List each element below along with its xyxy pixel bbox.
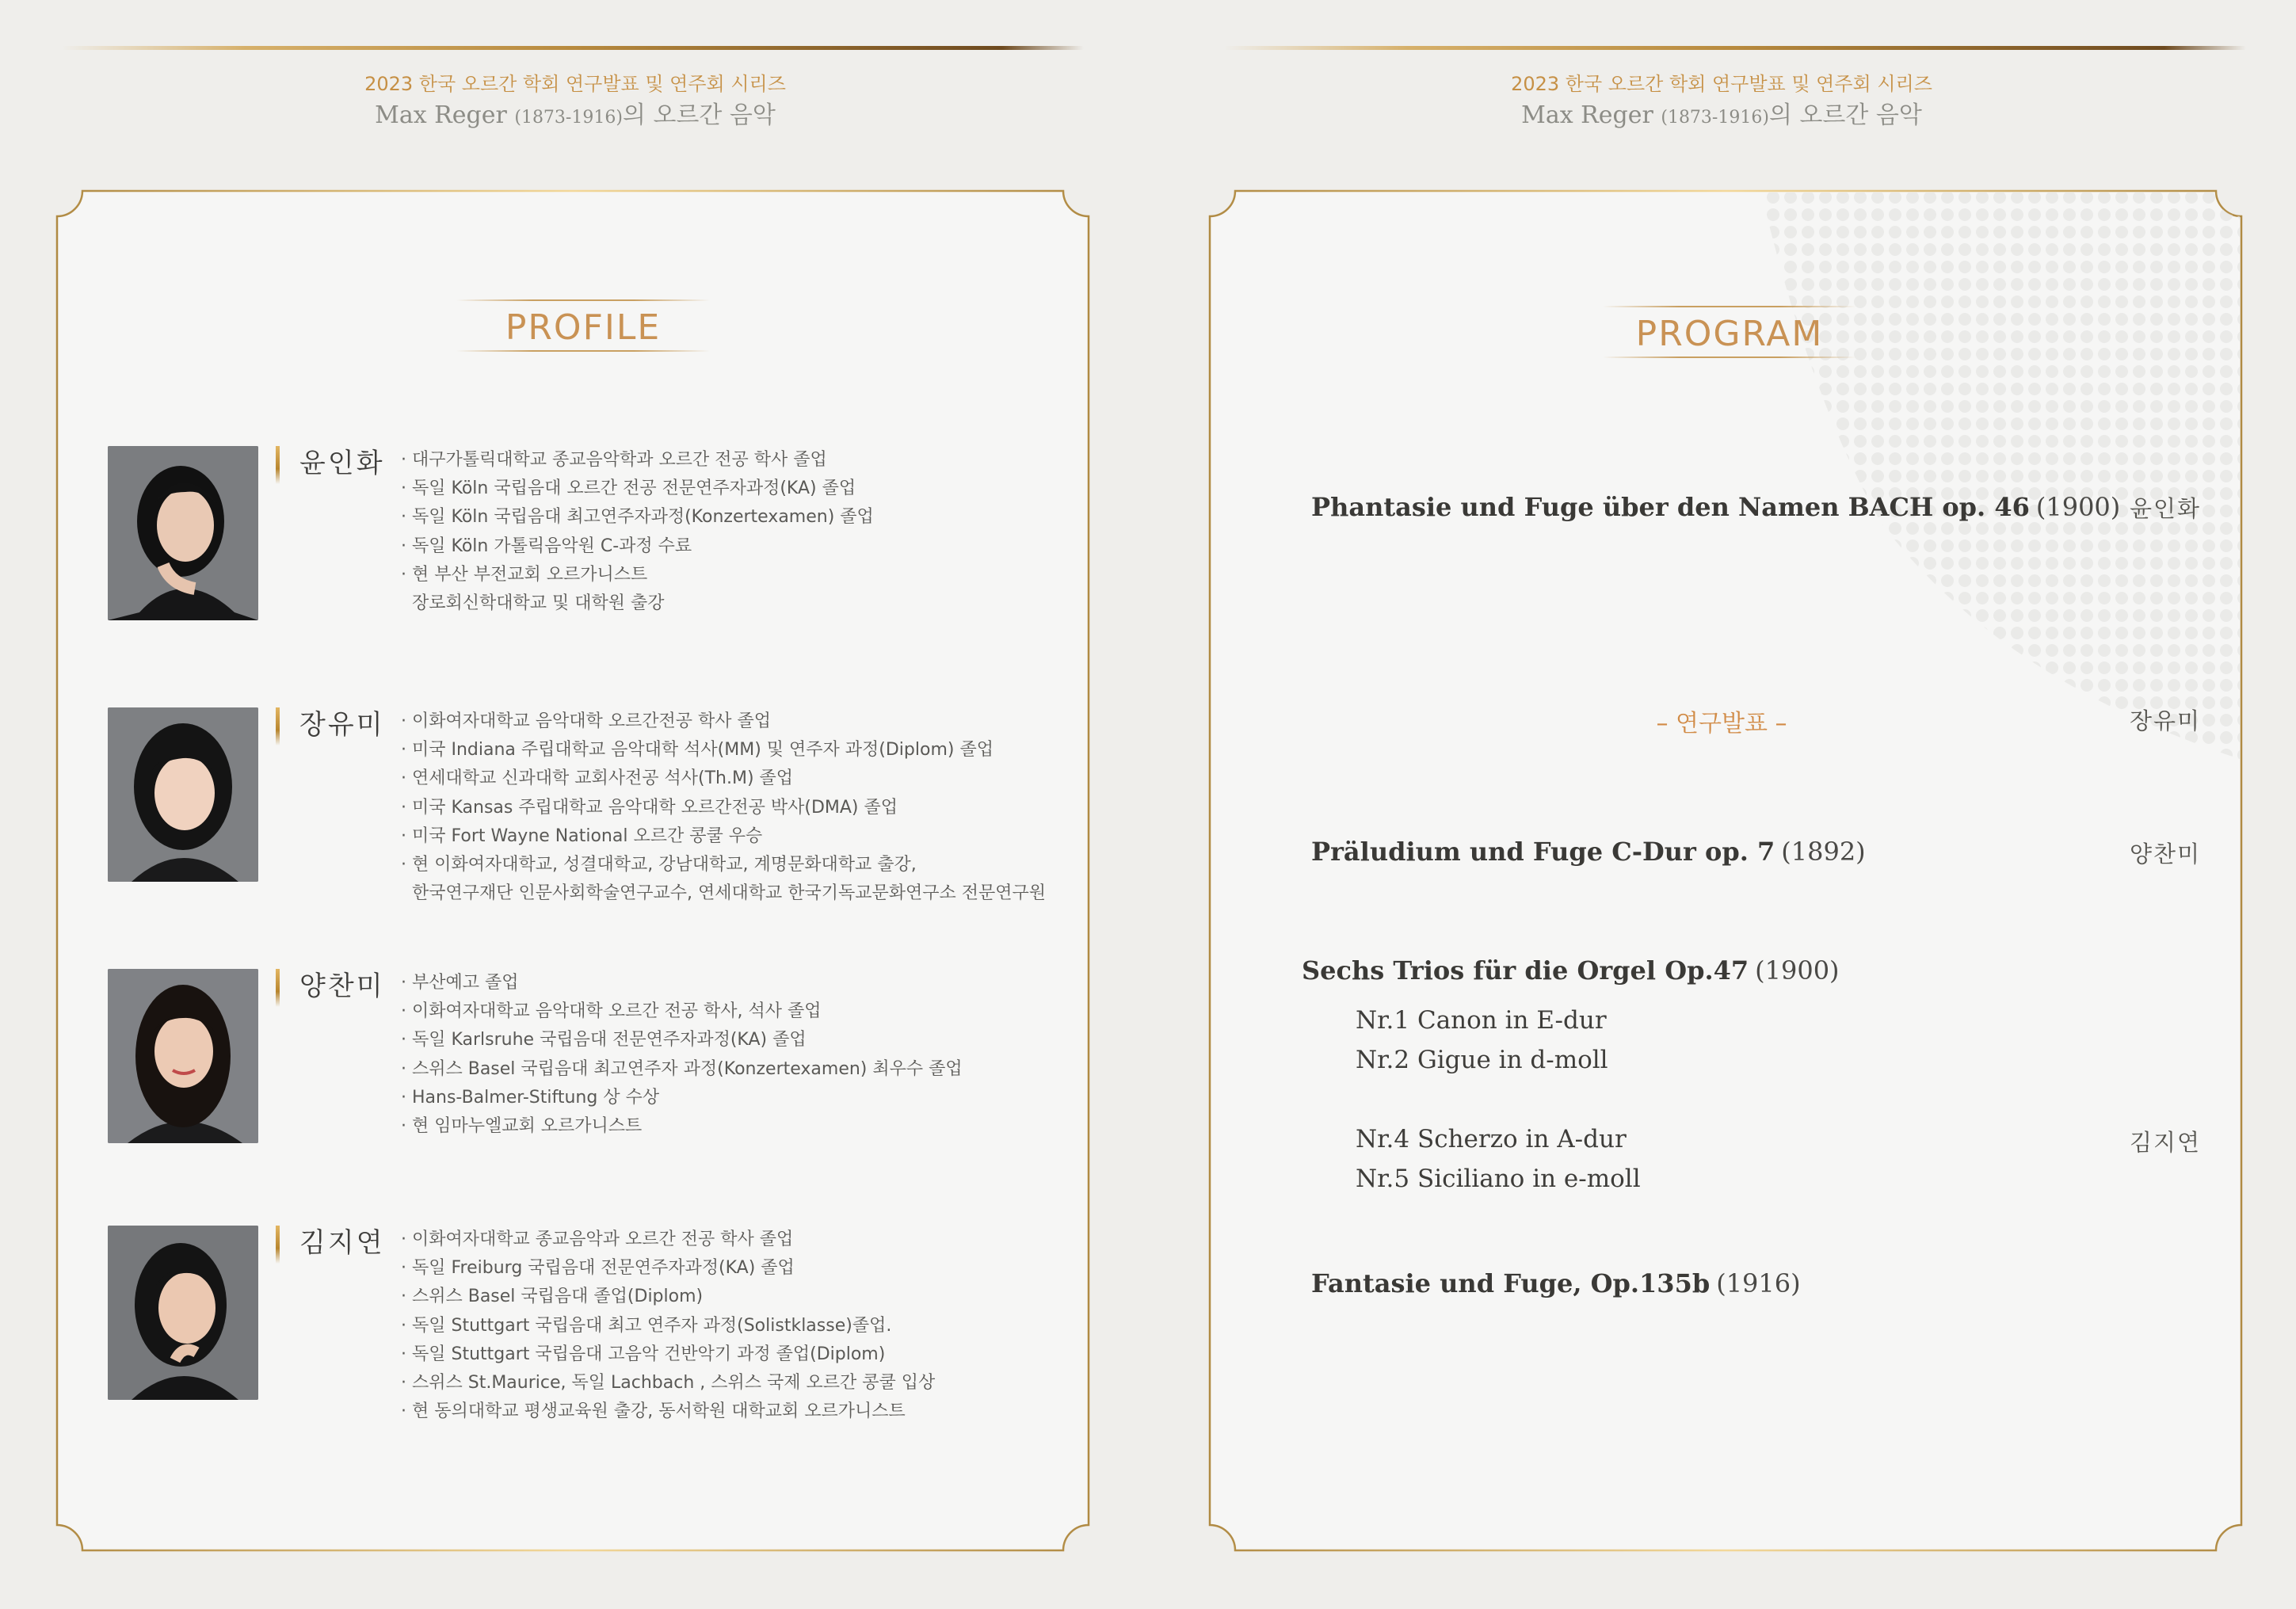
- performer-photo: [108, 446, 258, 620]
- profile-heading: [456, 299, 710, 356]
- bio-line: · Hans-Balmer-Stiftung 상 수상: [401, 1087, 660, 1108]
- program-performer-3: 양찬미: [2130, 841, 2202, 867]
- movement-item: Nr.5 Siciliano in e-moll: [1356, 1165, 1641, 1193]
- bio-line: · 독일 Köln 가톨릭음악원 C-과정 수료: [401, 536, 692, 556]
- heading-rule-top: [1603, 306, 1856, 307]
- performer-name: 윤인화: [299, 448, 385, 479]
- concert-subtitle: [258, 95, 892, 130]
- bio-line: · 스위스 Basel 국립음대 졸업(Diplom): [401, 1287, 704, 1307]
- bio-line: · 현 동의대학교 평생교육원 출강, 동서학원 대학교회 오르가니스트: [401, 1401, 906, 1422]
- bio-line: · 이화여자대학교 음악대학 오르간 전공 학사, 석사 졸업: [401, 1001, 822, 1022]
- research-presentation-label: – 연구발표 –: [1656, 710, 1787, 738]
- bio-line: · 현 부산 부전교회 오르가니스트: [401, 564, 648, 585]
- performer-photo: [108, 1226, 258, 1400]
- bio-line: 장로회신학대학교 및 대학원 출강: [401, 593, 665, 614]
- header-rule: [1224, 46, 2246, 50]
- name-accent-bar: [276, 707, 280, 745]
- work-year: (1900): [1755, 955, 1840, 986]
- bio-line: · 독일 Stuttgart 국립음대 최고 연주자 과정(Solistklasse)졸업.: [401, 1315, 892, 1336]
- performer-bio: [401, 446, 1114, 618]
- subtitle-suffix: 의 오르간 음악: [622, 101, 776, 129]
- performer-bio: [401, 1226, 1114, 1426]
- program-heading-text: PROGRAM: [1635, 314, 1824, 354]
- movement-item: Nr.4 Scherzo in A-dur: [1356, 1125, 1627, 1153]
- work-title: Phantasie und Fuge über den Namen BACH op. 46: [1311, 492, 2030, 522]
- series-title: 2023 한국 오르간 학회 연구발표 및 연주회 시리즈: [1511, 73, 1932, 95]
- bio-line: · 독일 Freiburg 국립음대 전문연주자과정(KA) 졸업: [401, 1258, 795, 1279]
- program-page: [1148, 0, 2296, 1609]
- bio-line: · 독일 Karlsruhe 국립음대 전문연주자과정(KA) 졸업: [401, 1030, 807, 1050]
- heading-rule-top: [456, 299, 710, 301]
- bio-line: · 미국 Kansas 주립대학교 음악대학 오르간전공 박사(DMA) 졸업: [401, 797, 898, 818]
- ornamental-border: [1207, 189, 2245, 1553]
- performer-photo: [108, 707, 258, 882]
- bio-line: · 현 임마누엘교회 오르가니스트: [401, 1116, 643, 1137]
- composer-name: Max Reger: [1521, 101, 1653, 129]
- composer-name: Max Reger: [375, 101, 507, 129]
- program-frame: [1207, 189, 2245, 1553]
- program-heading: [1603, 306, 1856, 363]
- performer-name: 양찬미: [299, 970, 385, 1002]
- name-accent-bar: [276, 969, 280, 1007]
- bio-line: · 독일 Köln 국립음대 오르간 전공 전문연주자과정(KA) 졸업: [401, 479, 856, 499]
- program-performer-2: 장유미: [2130, 707, 2202, 734]
- program-item-5: [1311, 1268, 1801, 1298]
- heading-rule-bottom: [1603, 356, 1856, 358]
- performer-name: 장유미: [299, 709, 385, 741]
- header-rule: [62, 46, 1084, 50]
- performer-name: 김지연: [299, 1227, 385, 1259]
- name-accent-bar: [276, 446, 280, 484]
- work-year: (1892): [1781, 837, 1866, 867]
- bio-line: · 스위스 St.Maurice, 독일 Lachbach , 스위스 국제 오르간 콩쿨 입상: [401, 1373, 936, 1394]
- work-year: (1916): [1716, 1268, 1801, 1298]
- bio-line: · 미국 Indiana 주립대학교 음악대학 석사(MM) 및 연주자 과정(Diplom) 졸업: [401, 740, 994, 761]
- bio-line: 한국연구재단 인문사회학술연구교수, 연세대학교 한국기독교문화연구소 전문연구원: [401, 883, 1047, 904]
- name-accent-bar: [276, 1226, 280, 1264]
- work-year: (1900): [2035, 492, 2121, 522]
- bio-line: · 현 이화여자대학교, 성결대학교, 강남대학교, 계명문화대학교 출강,: [401, 855, 917, 875]
- composer-years: (1873-1916): [514, 108, 623, 128]
- bio-line: · 독일 Stuttgart 국립음대 고음악 건반악기 과정 졸업(Diplom): [401, 1344, 886, 1364]
- bio-line: · 스위스 Basel 국립음대 최고연주자 과정(Konzertexamen) 최우수 졸업: [401, 1058, 963, 1079]
- composer-years: (1873-1916): [1661, 108, 1769, 128]
- bio-line: · 대구가톨릭대학교 종교음악학과 오르간 전공 학사 졸업: [401, 450, 827, 470]
- bio-line: · 이화여자대학교 음악대학 오르간전공 학사 졸업: [401, 711, 772, 731]
- program-performer-1: 윤인화: [2130, 495, 2202, 522]
- program-performer-4: 김지연: [2130, 1129, 2202, 1156]
- program-item-1: [1311, 492, 2120, 522]
- program-item-4: [1302, 955, 1840, 986]
- program-item-3: [1311, 837, 1866, 867]
- performer-bio: [401, 707, 1114, 908]
- series-title: 2023 한국 오르간 학회 연구발표 및 연주회 시리즈: [364, 73, 786, 95]
- work-title: Präludium und Fuge C-Dur op. 7: [1311, 837, 1775, 867]
- work-title: Sechs Trios für die Orgel Op.47: [1302, 955, 1749, 986]
- bio-line: · 미국 Fort Wayne National 오르간 콩쿨 우승: [401, 825, 763, 846]
- heading-rule-bottom: [456, 350, 710, 352]
- bio-line: · 연세대학교 신과대학 교회사전공 석사(Th.M) 졸업: [401, 768, 794, 789]
- subtitle-suffix: 의 오르간 음악: [1768, 101, 1922, 129]
- performer-bio: [401, 969, 1114, 1141]
- movement-item: Nr.1 Canon in E-dur: [1356, 1006, 1607, 1035]
- movement-item: Nr.2 Gigue in d-moll: [1356, 1046, 1608, 1074]
- profile-heading-text: PROFILE: [505, 307, 662, 348]
- bio-line: · 부산예고 졸업: [401, 973, 519, 993]
- bio-line: · 독일 Köln 국립음대 최고연주자과정(Konzertexamen) 졸업: [401, 507, 874, 528]
- bio-line: · 이화여자대학교 종교음악과 오르간 전공 학사 졸업: [401, 1230, 794, 1249]
- concert-subtitle: [1405, 95, 2039, 130]
- work-title: Fantasie und Fuge, Op.135b: [1311, 1268, 1711, 1298]
- performer-photo: [108, 969, 258, 1143]
